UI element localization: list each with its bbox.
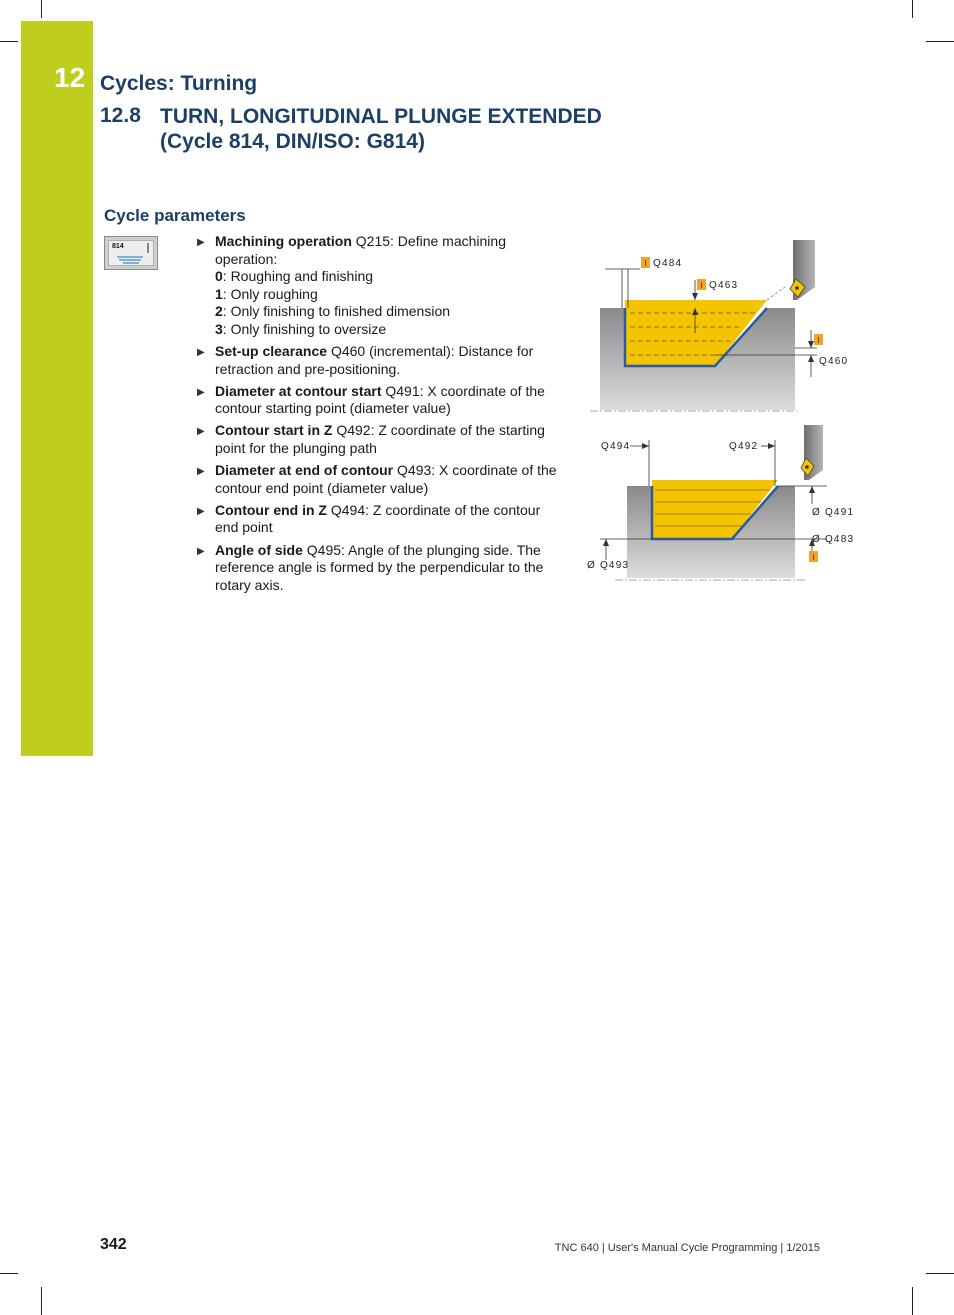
param-name: Machining operation	[215, 233, 352, 249]
param-item	[195, 233, 560, 339]
bullet-arrow-icon: ▶	[197, 237, 205, 248]
option-key: 3	[215, 320, 223, 337]
bullet-arrow-icon: ▶	[197, 505, 205, 517]
plunge-icon	[109, 241, 153, 265]
bullet-arrow-icon: ▶	[197, 426, 205, 438]
bullet-arrow-icon: ▶	[197, 466, 205, 478]
svg-text:I: I	[644, 259, 647, 268]
chapter-number: 12	[54, 62, 86, 93]
label-q491: Ø Q491	[812, 507, 855, 518]
bullet-arrow-icon: ▶	[197, 386, 205, 398]
label-q463: Q463	[709, 280, 739, 291]
param-item	[195, 343, 560, 378]
bullet-arrow-icon: ▶	[197, 347, 205, 359]
page-number: 342	[100, 1236, 127, 1253]
param-desc: Q494: Z coordinate of the contour end point	[215, 501, 541, 536]
softkey-face	[108, 240, 154, 266]
param-desc: Q493: X coordinate of the contour end point (diameter value)	[215, 462, 557, 496]
param-name: Diameter at end of contour	[215, 462, 394, 479]
param-item	[195, 462, 560, 497]
label-q493: Ø Q493	[587, 560, 630, 571]
incremental-marker-icon	[809, 551, 818, 562]
label-q492: Q492	[729, 441, 759, 452]
incremental-marker-icon	[814, 334, 823, 345]
crop-mark	[0, 41, 18, 42]
bullet-arrow-icon: ▶	[197, 545, 205, 557]
section-title	[160, 104, 680, 154]
crop-mark	[912, 1287, 913, 1315]
subheading: Cycle parameters	[104, 206, 246, 225]
softkey-label: 814	[112, 243, 124, 250]
incremental-marker-icon	[641, 257, 650, 268]
crop-mark	[0, 1273, 18, 1274]
svg-text:I: I	[700, 281, 703, 290]
option-text: : Only finishing to oversize	[222, 320, 387, 337]
parameter-list	[195, 233, 560, 599]
param-desc: Q491: X coordinate of the contour starting point (diameter value)	[215, 382, 545, 417]
param-name: Set-up clearance	[215, 343, 328, 360]
option-key: 2	[215, 303, 223, 320]
param-name: Contour start in Z	[215, 422, 333, 439]
crop-mark	[926, 41, 954, 42]
crop-mark	[41, 0, 42, 18]
svg-text:I: I	[812, 553, 815, 562]
incremental-marker-icon	[697, 279, 706, 290]
option-key: 1	[215, 285, 223, 302]
crop-mark	[926, 1273, 954, 1274]
crop-mark	[912, 0, 913, 18]
svg-text:I: I	[817, 336, 820, 345]
param-desc: Q492: Z coordinate of the starting point for the plunging path	[215, 422, 545, 457]
option-text: : Roughing and finishing	[222, 268, 374, 285]
footer-text: TNC 640 | User's Manual Cycle Programming | 1/2015	[554, 1242, 820, 1254]
approach-path	[767, 287, 785, 300]
label-q483: Ø Q483	[812, 534, 855, 545]
chapter-sidebar	[21, 21, 93, 756]
param-item	[195, 542, 560, 595]
label-q484: Q484	[653, 258, 683, 269]
param-desc: Q215: Define machining operation:	[215, 233, 506, 267]
option-key: 0	[215, 268, 223, 285]
section-title-line1: TURN, LONGITUDINAL PLUNGE EXTENDED	[160, 105, 602, 128]
param-desc: Q495: Angle of the plunging side. The reference angle is formed by the perpendicular to the rotary axis.	[215, 541, 544, 593]
chapter-title: Cycles: Turning	[100, 72, 258, 95]
label-q460: Q460	[819, 356, 849, 367]
param-item	[195, 502, 560, 537]
option-text: : Only roughing	[222, 285, 318, 302]
section-number: 12.8	[100, 104, 141, 127]
param-name: Diameter at contour start	[215, 382, 382, 399]
param-name: Angle of side	[215, 541, 303, 558]
figure-plunge-parameters-2	[585, 420, 855, 590]
section-title-line2: (Cycle 814, DIN/ISO: G814)	[160, 130, 425, 153]
figure-plunge-parameters-1	[585, 235, 855, 420]
label-q494: Q494	[601, 441, 631, 452]
crop-mark	[41, 1287, 42, 1315]
cycle-814-softkey-icon	[104, 236, 158, 270]
param-item	[195, 422, 560, 457]
param-name: Contour end in Z	[215, 501, 327, 518]
option-text: : Only finishing to finished dimension	[222, 303, 451, 320]
param-desc: Q460 (incremental): Distance for retraction and pre-positioning.	[215, 343, 534, 377]
param-item	[195, 383, 560, 418]
